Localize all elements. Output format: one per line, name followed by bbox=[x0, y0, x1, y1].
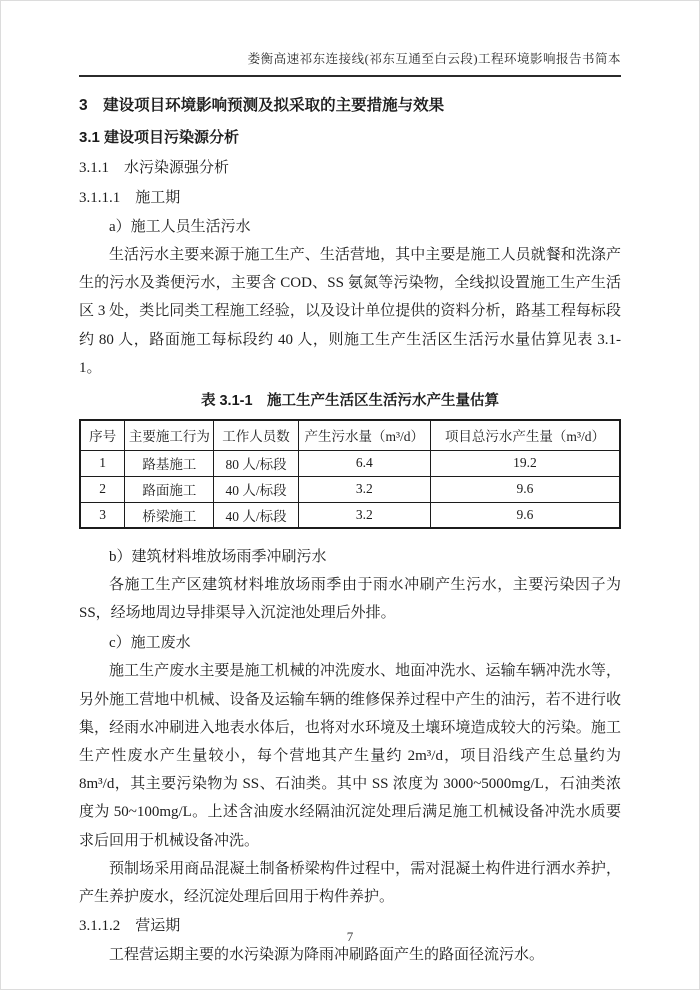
cell-activity: 桥梁施工 bbox=[125, 502, 214, 528]
paragraph-domestic-sewage: 生活污水主要来源于施工生产、生活营地，其中主要是施工人员就餐和洗涤产生的污水及粪便污水，主要含 COD、SS 氨氮等污染物，全线拟设置施工生产生活区 3 处，类比同类工程施工经验，以及设计单位提供的资料分析，路基工程每标段约 80 人，路面施工每标段约 40 人，则施工生产生活区生活污水量估算见表 3.1-1。 bbox=[79, 247, 621, 376]
cell-total-sewage: 9.6 bbox=[430, 502, 620, 528]
cell-activity: 路基施工 bbox=[125, 450, 214, 476]
header-rule bbox=[79, 75, 621, 77]
table-header-row bbox=[80, 420, 620, 450]
cell-sewage-volume: 6.4 bbox=[298, 450, 430, 476]
list-item-a-construction-workers-sewage: a）施工人员生活污水 bbox=[109, 219, 251, 235]
cell-total-sewage: 9.6 bbox=[430, 476, 620, 502]
cell-sewage-volume: 3.2 bbox=[298, 476, 430, 502]
table-row bbox=[80, 450, 620, 476]
table-header-total-sewage: 项目总污水产生量（m³/d） bbox=[430, 420, 620, 450]
cell-index: 1 bbox=[80, 450, 125, 476]
list-item-b-material-yard-rain-runoff: b）建筑材料堆放场雨季冲刷污水 bbox=[109, 549, 327, 566]
heading-chapter-3: 3 建设项目环境影响预测及拟采取的主要措施与效果 bbox=[79, 97, 445, 114]
table-header-workers: 工作人员数 bbox=[214, 420, 298, 450]
table-header-index: 序号 bbox=[80, 420, 125, 450]
heading-3-1-1-1: 3.1.1.1 施工期 bbox=[79, 190, 181, 206]
sewage-estimate-table bbox=[79, 419, 621, 529]
page-number: 7 bbox=[346, 929, 354, 944]
heading-3-1-1-2: 3.1.1.2 营运期 bbox=[79, 918, 181, 935]
paragraph-construction-wastewater: 施工生产废水主要是施工机械的冲洗废水、地面冲洗水、运输车辆冲洗水等，另外施工营地中机械、设备及运输车辆的维修保养过程中产生的油污，若不进行收集，经雨水冲刷进入地表水体后，也将对水环境及土壤环境造成较大的污染。施工生产性废水产生量较小，每个营地其产生量约 2m³/d，项目沿线产生总量约为 8m³/d，其主要污染物为 SS、石油类。其中 SS 浓度为 3000~5000mg/L，石油类浓度为 50~100mg/L。上述含油废水经隔油沉淀处理后满足施工机械设备冲洗水质要求后回用于机械设备冲洗。 bbox=[79, 663, 621, 849]
table-header-sewage-volume: 产生污水量（m³/d） bbox=[298, 420, 430, 450]
paragraph-operation-period-runoff: 工程营运期主要的水污染源为降雨冲刷路面产生的路面径流污水。 bbox=[109, 947, 545, 964]
cell-total-sewage: 19.2 bbox=[430, 450, 620, 476]
cell-workers: 40 人/标段 bbox=[214, 502, 298, 528]
heading-3-1: 3.1 建设项目污染源分析 bbox=[79, 129, 240, 146]
list-item-c-construction-wastewater: c）施工废水 bbox=[109, 635, 191, 652]
paragraph-material-yard-runoff: 各施工生产区建筑材料堆放场雨季由于雨水冲刷产生污水，主要污染因子为 SS，经场地周边导排渠导入沉淀池处理后外排。 bbox=[79, 577, 621, 622]
document-body bbox=[79, 91, 621, 969]
table-3-1-1-title: 表 3.1-1 施工生产生活区生活污水产生量估算 bbox=[200, 393, 500, 410]
table-row bbox=[80, 502, 620, 528]
table-row bbox=[80, 476, 620, 502]
cell-index: 3 bbox=[80, 502, 125, 528]
table-header-activity: 主要施工行为 bbox=[125, 420, 214, 450]
running-head-title: 娄衡高速祁东连接线(祁东互通至白云段)工程环境影响报告书简本 bbox=[247, 52, 621, 66]
cell-index: 2 bbox=[80, 476, 125, 502]
paragraph-precast-yard-curing-water: 预制场采用商品混凝土制备桥梁构件过程中，需对混凝土构件进行洒水养护，产生养护废水，经沉淀处理后回用于构件养护。 bbox=[79, 860, 621, 906]
heading-3-1-1: 3.1.1 水污染源强分析 bbox=[79, 160, 230, 176]
cell-workers: 80 人/标段 bbox=[214, 450, 298, 476]
page-header bbox=[79, 51, 621, 77]
cell-sewage-volume: 3.2 bbox=[298, 502, 430, 528]
cell-activity: 路面施工 bbox=[125, 476, 214, 502]
cell-workers: 40 人/标段 bbox=[214, 476, 298, 502]
